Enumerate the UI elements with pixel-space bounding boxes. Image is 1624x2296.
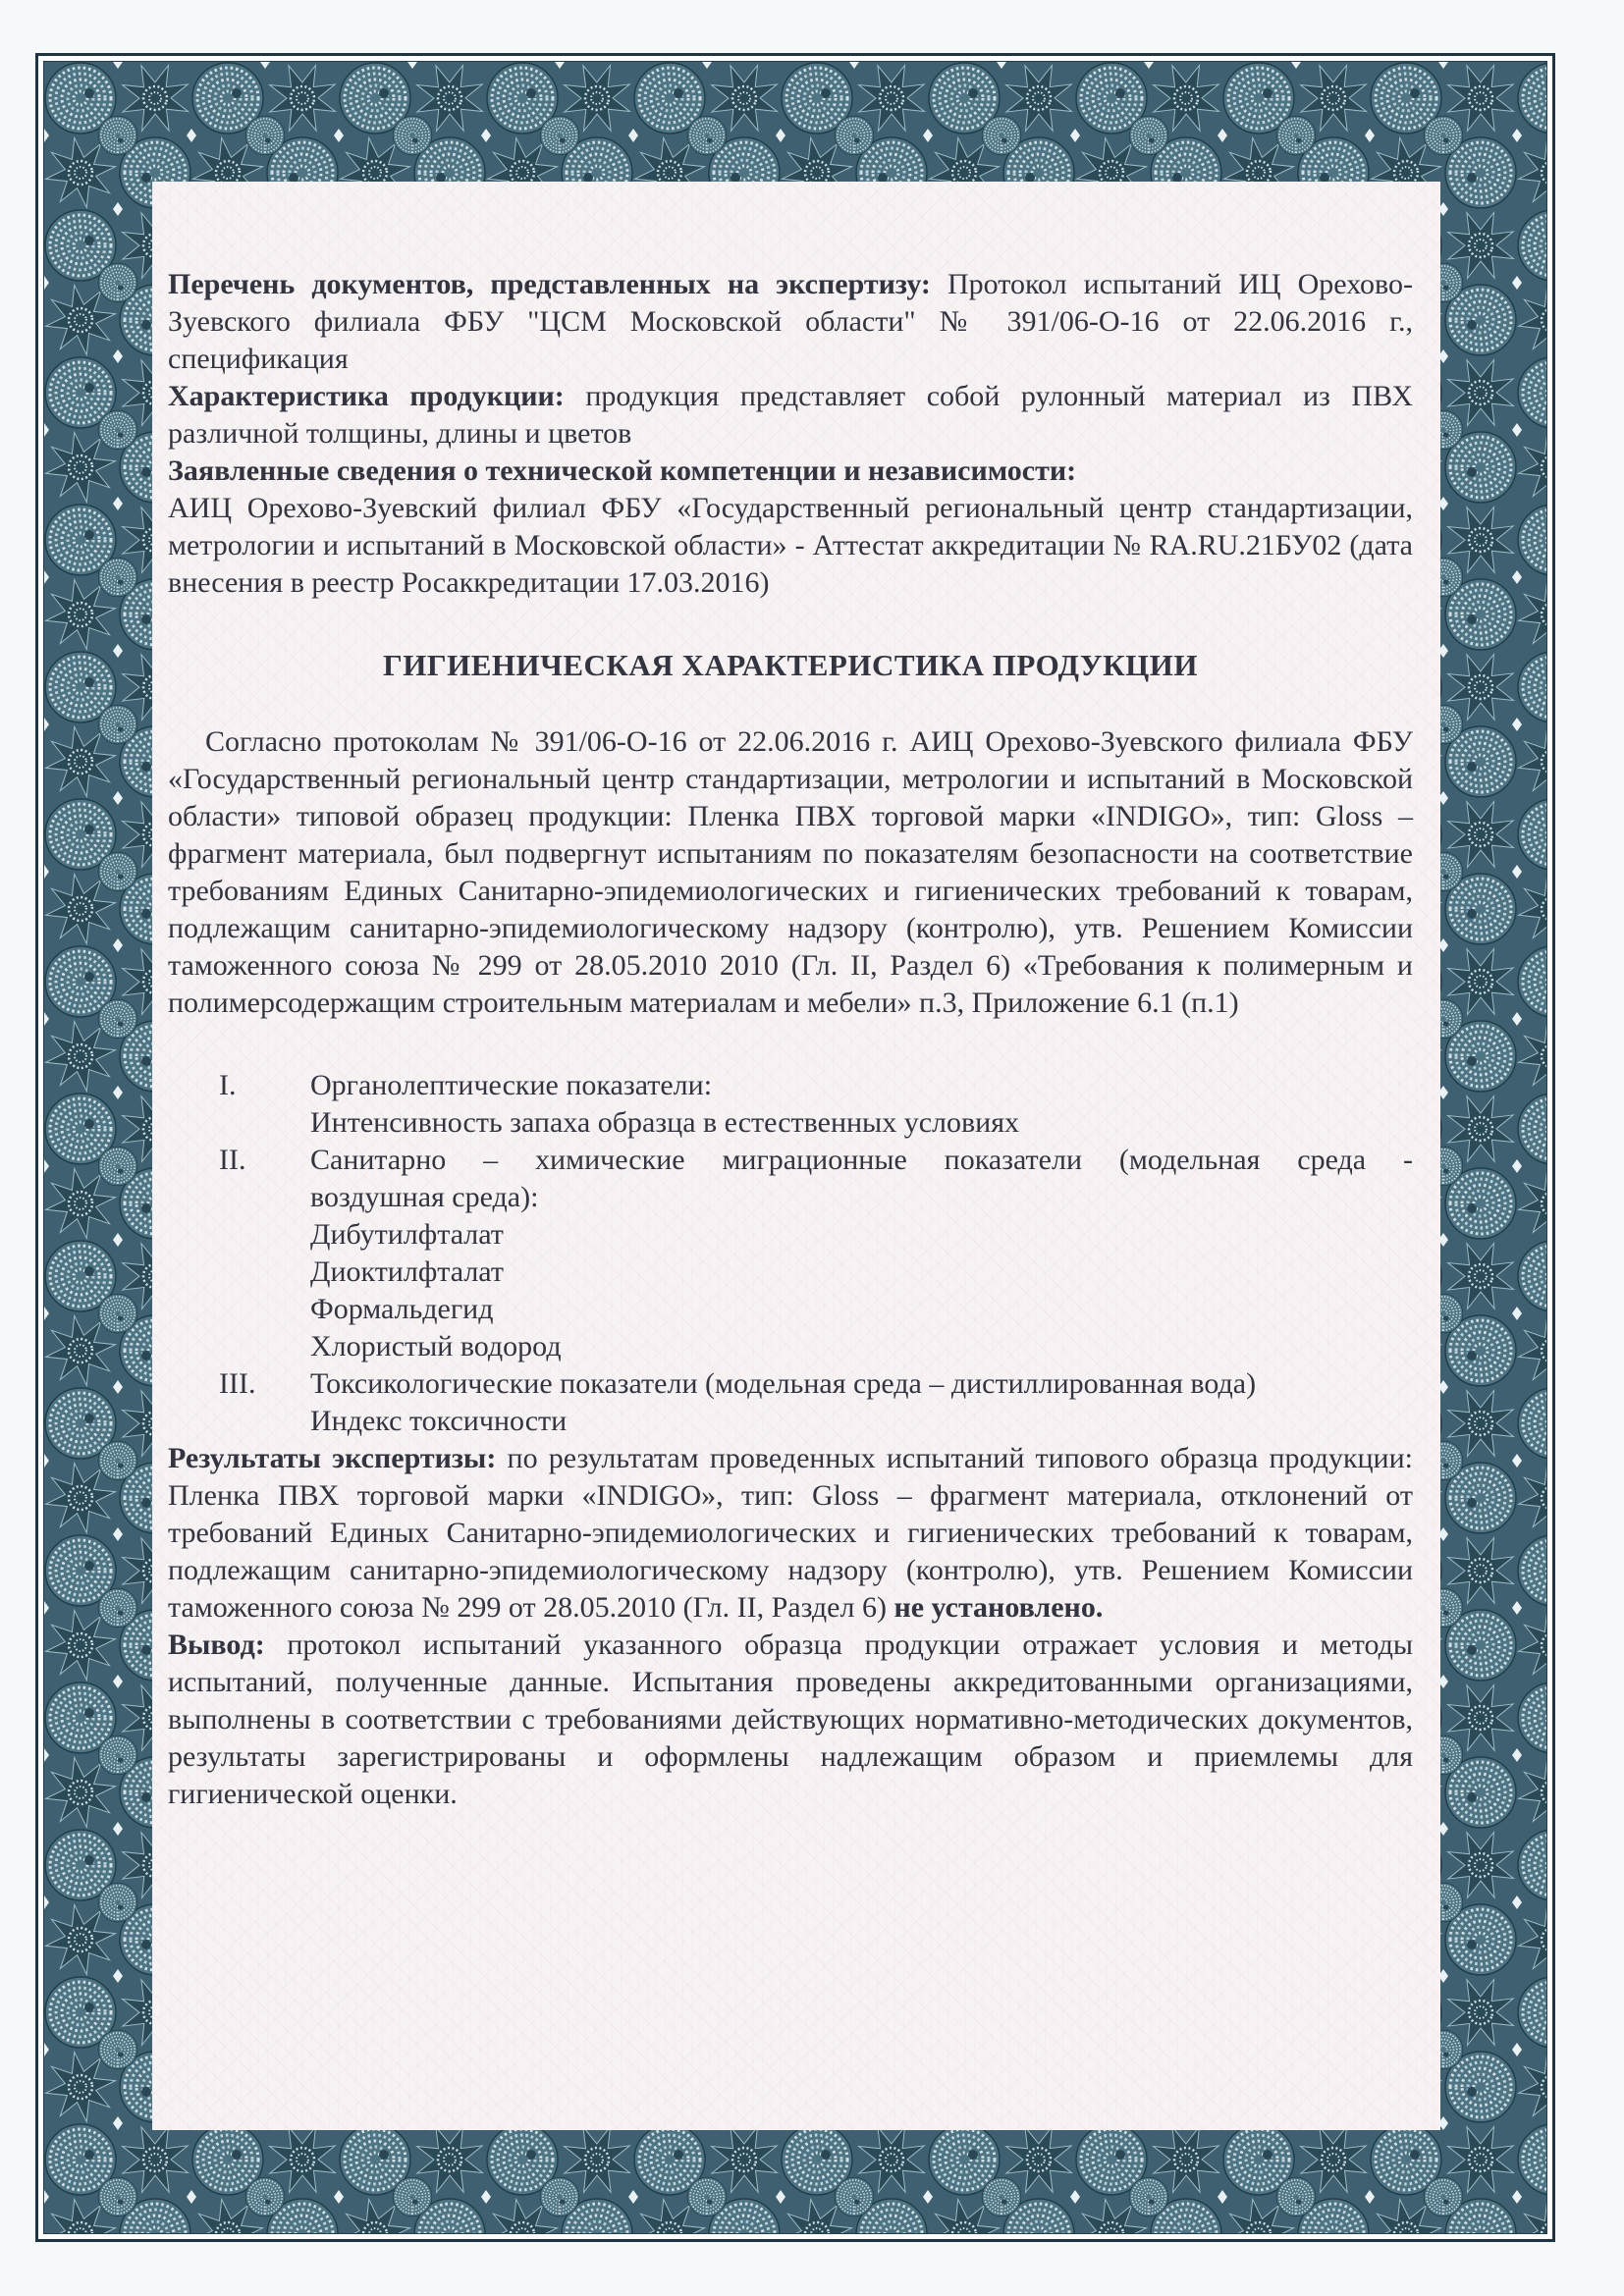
indicator-line: Формальдегид xyxy=(310,1293,494,1325)
documents-list-label: Перечень документов, представленных на экспертизу: xyxy=(168,268,931,300)
results-verdict: не установлено. xyxy=(893,1591,1104,1624)
document-text-content xyxy=(152,182,1440,1813)
section-product-characteristic xyxy=(168,378,1413,453)
indicator-line: воздушная среда): xyxy=(310,1181,539,1213)
document-text-panel xyxy=(152,182,1440,2130)
section-competence xyxy=(168,453,1413,602)
indicator-line: Индекс токсичности xyxy=(310,1405,568,1437)
indicator-line: Токсикологические показатели (модельная среда – дистиллированная вода) xyxy=(310,1367,1257,1400)
section-documents-list xyxy=(168,266,1413,378)
indicator-numeral: III. xyxy=(219,1367,256,1400)
indicator-line: Дибутилфталат xyxy=(310,1218,504,1251)
indicator-line: Органолептические показатели: xyxy=(310,1069,713,1101)
protocol-paragraph: Согласно протоколам № 391/06-О-16 от 22.06.2016 г. АИЦ Орехово-Зуевского филиала ФБУ «Государственный региональный центр стандартизации, метрологии и испытаний в Московской области» типовой образец продукции: Пленка ПВХ торговой марки «INDIGO», тип: Gloss – фрагмент материала, был подвергнут испытаниям по показателям безопасности на соответствие требованиям Единых Санитарно-эпидемиологических и гигиенических требований к товарам, подлежащим санитарно-эпидемиологическому надзору (контролю), утв. Решением Комиссии таможенного союза № 299 от 28.05.2010 2010 (Гл. II, Раздел 6) «Требования к полимерным и полимерсодержащим строительным материалам и мебели» п.3, Приложение 6.1 (п.1) xyxy=(168,725,1414,1019)
indicator-numeral: II. xyxy=(219,1144,246,1176)
competence-text: АИЦ Орехово-Зуевский филиал ФБУ «Государственный региональный центр стандартизации, метрологии и испытаний в Московской области» - Аттестат аккредитации № RA.RU.21БУ02 (дата внесения в реестр Росаккредитации 17.03.2016) xyxy=(168,492,1413,599)
section-results xyxy=(168,1440,1413,1627)
indicator-body xyxy=(310,1365,1413,1440)
indicator-item xyxy=(168,1067,1413,1142)
documents-list-text: Протокол испытаний ИЦ Орехово-Зуевского филиала ФБУ "ЦСМ Московской области" № 391/06-О-16 от 22.06.2016 г., спецификация xyxy=(168,268,1414,375)
indicator-line: Хлористый водород xyxy=(310,1330,562,1362)
section-conclusion xyxy=(168,1627,1413,1813)
results-text: по результатам проведенных испытаний типового образца продукции: Пленка ПВХ торговой марки «INDIGO», тип: Gloss – фрагмент материала, отклонений от требований Единых Санитарно-эпидемиологических и гигиенических требований к товарам, подлежащим санитарно-эпидемиологическому надзору (контролю), утв. Решением Комиссии таможенного союза № 299 от 28.05.2010 (Гл. II, Раздел 6) xyxy=(168,1442,1413,1624)
product-characteristic-text: продукция представляет собой рулонный материал из ПВХ различной толщины, длины и цветов xyxy=(168,380,1413,450)
results-label: Результаты экспертизы: xyxy=(168,1442,497,1474)
hygiene-characteristic-title: ГИГИЕНИЧЕСКАЯ ХАРАКТЕРИСТИКА ПРОДУКЦИИ xyxy=(383,648,1198,682)
indicator-body xyxy=(310,1142,1413,1365)
indicator-numeral: I. xyxy=(219,1069,237,1101)
conclusion-text: протокол испытаний указанного образца продукции отражает условия и методы испытаний, полученные данные. Испытания проведены аккредитованными организациями, выполнены в соответствии с требованиями действующих нормативно-методических документов, результаты зарегистрированы и оформлены надлежащим образом и приемлемы для гигиенической оценки. xyxy=(168,1629,1413,1810)
indicator-body xyxy=(310,1067,1413,1142)
indicator-item xyxy=(168,1142,1413,1365)
indicator-line: Санитарно – химические миграционные показатели (модельная среда - xyxy=(310,1144,1413,1176)
indicator-line: Интенсивность запаха образца в естественных условиях xyxy=(310,1106,1020,1139)
indicator-line: Диоктилфталат xyxy=(310,1255,504,1288)
product-characteristic-label: Характеристика продукции: xyxy=(168,380,565,412)
indicator-item xyxy=(168,1365,1413,1440)
indicators-list xyxy=(168,1067,1413,1440)
competence-label: Заявленные сведения о технической компетенции и независимости: xyxy=(168,454,1077,487)
conclusion-label: Вывод: xyxy=(168,1629,265,1661)
